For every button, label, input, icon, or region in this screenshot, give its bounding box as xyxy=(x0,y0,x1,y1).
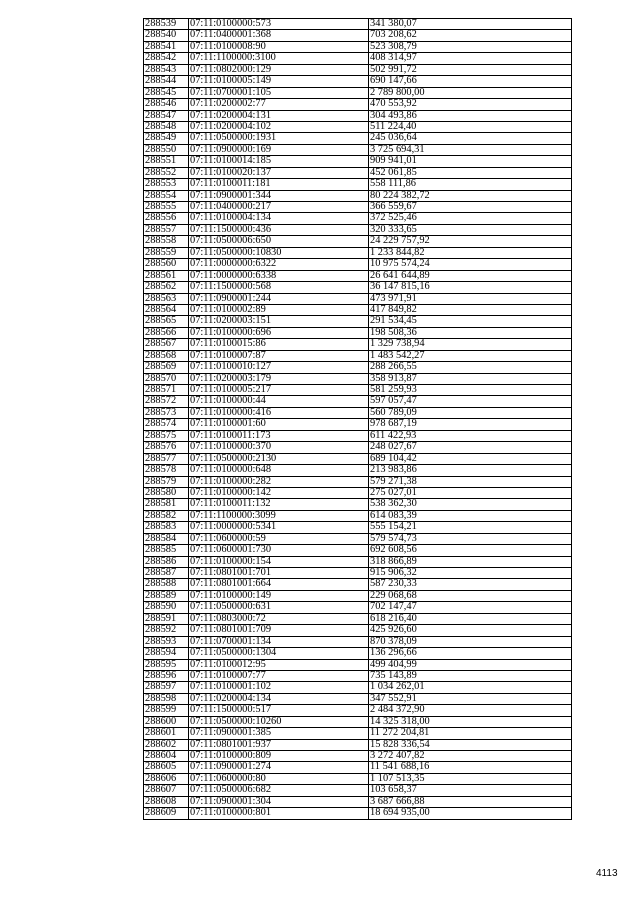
cadastral-number-cell: 07:11:0900001:385 xyxy=(189,728,369,739)
value-cell: 229 068,68 xyxy=(369,590,572,601)
table-row xyxy=(144,362,572,373)
cadastral-number-cell: 07:11:0100000:416 xyxy=(189,407,369,418)
table-row xyxy=(144,465,572,476)
value-cell: 703 208,62 xyxy=(369,30,572,41)
value-cell: 870 378,09 xyxy=(369,636,572,647)
value-cell: 320 333,65 xyxy=(369,224,572,235)
row-id-cell: 288581 xyxy=(144,499,189,510)
table-row xyxy=(144,556,572,567)
row-id-cell: 288543 xyxy=(144,64,189,75)
value-cell: 692 608,56 xyxy=(369,545,572,556)
value-cell: 248 027,67 xyxy=(369,442,572,453)
cadastral-number-cell: 07:11:0100000:573 xyxy=(189,19,369,30)
row-id-cell: 288591 xyxy=(144,613,189,624)
table-row xyxy=(144,156,572,167)
cadastral-number-cell: 07:11:0900001:344 xyxy=(189,190,369,201)
cadastral-number-cell: 07:11:0700001:105 xyxy=(189,87,369,98)
cadastral-number-cell: 07:11:0100011:132 xyxy=(189,499,369,510)
cadastral-number-cell: 07:11:0100008:90 xyxy=(189,41,369,52)
row-id-cell: 288553 xyxy=(144,179,189,190)
table-row xyxy=(144,705,572,716)
table-row xyxy=(144,167,572,178)
cadastral-number-cell: 07:11:0100000:696 xyxy=(189,327,369,338)
cadastral-number-cell: 07:11:1100000:3099 xyxy=(189,510,369,521)
cadastral-number-cell: 07:11:0500000:2130 xyxy=(189,453,369,464)
row-id-cell: 288548 xyxy=(144,121,189,132)
table-row xyxy=(144,236,572,247)
value-cell: 597 057,47 xyxy=(369,396,572,407)
row-id-cell: 288575 xyxy=(144,430,189,441)
row-id-cell: 288584 xyxy=(144,533,189,544)
cadastral-number-cell: 07:11:0100011:173 xyxy=(189,430,369,441)
cadastral-number-cell: 07:11:1100000:3100 xyxy=(189,53,369,64)
row-id-cell: 288546 xyxy=(144,99,189,110)
row-id-cell: 288565 xyxy=(144,316,189,327)
row-id-cell: 288577 xyxy=(144,453,189,464)
cadastral-number-cell: 07:11:0500000:631 xyxy=(189,602,369,613)
table-row xyxy=(144,247,572,258)
value-cell: 909 941,01 xyxy=(369,156,572,167)
cadastral-value-table xyxy=(143,18,572,820)
table-row xyxy=(144,339,572,350)
table-row xyxy=(144,796,572,807)
row-id-cell: 288571 xyxy=(144,385,189,396)
cadastral-number-cell: 07:11:0200004:131 xyxy=(189,110,369,121)
table-row xyxy=(144,419,572,430)
row-id-cell: 288567 xyxy=(144,339,189,350)
table-row xyxy=(144,682,572,693)
row-id-cell: 288607 xyxy=(144,785,189,796)
table-row xyxy=(144,648,572,659)
cadastral-number-cell: 07:11:0700001:134 xyxy=(189,636,369,647)
table-row xyxy=(144,739,572,750)
cadastral-number-cell: 07:11:0500000:1931 xyxy=(189,133,369,144)
row-id-cell: 288551 xyxy=(144,156,189,167)
value-cell: 735 143,89 xyxy=(369,670,572,681)
cadastral-number-cell: 07:11:0100000:149 xyxy=(189,590,369,601)
cadastral-number-cell: 07:11:0100010:127 xyxy=(189,362,369,373)
table-row xyxy=(144,190,572,201)
table-row xyxy=(144,487,572,498)
cadastral-number-cell: 07:11:0200003:179 xyxy=(189,373,369,384)
table-row xyxy=(144,659,572,670)
value-cell: 11 541 688,16 xyxy=(369,762,572,773)
value-cell: 80 224 382,72 xyxy=(369,190,572,201)
cadastral-number-cell: 07:11:0100000:370 xyxy=(189,442,369,453)
row-id-cell: 288600 xyxy=(144,716,189,727)
table-row xyxy=(144,30,572,41)
cadastral-number-cell: 07:11:0100000:648 xyxy=(189,465,369,476)
cadastral-number-cell: 07:11:0100000:44 xyxy=(189,396,369,407)
value-cell: 538 362,30 xyxy=(369,499,572,510)
value-cell: 611 422,93 xyxy=(369,430,572,441)
value-cell: 470 553,92 xyxy=(369,99,572,110)
row-id-cell: 288544 xyxy=(144,76,189,87)
row-id-cell: 288556 xyxy=(144,213,189,224)
table-row xyxy=(144,579,572,590)
row-id-cell: 288570 xyxy=(144,373,189,384)
cadastral-number-cell: 07:11:0100000:809 xyxy=(189,751,369,762)
row-id-cell: 288585 xyxy=(144,545,189,556)
cadastral-number-cell: 07:11:0900001:274 xyxy=(189,762,369,773)
cadastral-number-cell: 07:11:0100000:142 xyxy=(189,487,369,498)
cadastral-number-cell: 07:11:0000000:6322 xyxy=(189,259,369,270)
table-row xyxy=(144,213,572,224)
value-cell: 347 552,91 xyxy=(369,693,572,704)
table-row xyxy=(144,110,572,121)
table-row xyxy=(144,76,572,87)
table-row xyxy=(144,133,572,144)
row-id-cell: 288554 xyxy=(144,190,189,201)
table-row xyxy=(144,545,572,556)
cadastral-number-cell: 07:11:0801001:701 xyxy=(189,568,369,579)
value-cell: 1 233 844,82 xyxy=(369,247,572,258)
cadastral-number-cell: 07:11:0400001:368 xyxy=(189,30,369,41)
value-cell: 1 483 542,27 xyxy=(369,350,572,361)
row-id-cell: 288578 xyxy=(144,465,189,476)
row-id-cell: 288604 xyxy=(144,751,189,762)
table-row xyxy=(144,785,572,796)
row-id-cell: 288555 xyxy=(144,202,189,213)
cadastral-number-cell: 07:11:0100014:185 xyxy=(189,156,369,167)
table-row xyxy=(144,716,572,727)
cadastral-number-cell: 07:11:0900001:244 xyxy=(189,293,369,304)
row-id-cell: 288594 xyxy=(144,648,189,659)
cadastral-number-cell: 07:11:0200003:151 xyxy=(189,316,369,327)
table-row xyxy=(144,202,572,213)
table-row xyxy=(144,728,572,739)
value-cell: 304 493,86 xyxy=(369,110,572,121)
value-cell: 702 147,47 xyxy=(369,602,572,613)
value-cell: 2 789 800,00 xyxy=(369,87,572,98)
value-cell: 425 926,60 xyxy=(369,625,572,636)
cadastral-number-cell: 07:11:0801001:664 xyxy=(189,579,369,590)
cadastral-number-cell: 07:11:0100001:102 xyxy=(189,682,369,693)
table-row xyxy=(144,327,572,338)
value-cell: 372 525,46 xyxy=(369,213,572,224)
cadastral-number-cell: 07:11:0100007:87 xyxy=(189,350,369,361)
cadastral-number-cell: 07:11:0801001:937 xyxy=(189,739,369,750)
value-cell: 213 983,86 xyxy=(369,465,572,476)
row-id-cell: 288593 xyxy=(144,636,189,647)
cadastral-number-cell: 07:11:0803000:72 xyxy=(189,613,369,624)
row-id-cell: 288609 xyxy=(144,808,189,819)
table-row xyxy=(144,693,572,704)
table-row xyxy=(144,259,572,270)
value-cell: 618 216,40 xyxy=(369,613,572,624)
cadastral-number-cell: 07:11:0500000:1304 xyxy=(189,648,369,659)
row-id-cell: 288540 xyxy=(144,30,189,41)
table-row xyxy=(144,568,572,579)
cadastral-number-cell: 07:11:0600000:59 xyxy=(189,533,369,544)
table-row xyxy=(144,636,572,647)
cadastral-number-cell: 07:11:0000000:6338 xyxy=(189,270,369,281)
cadastral-number-cell: 07:11:1500000:568 xyxy=(189,282,369,293)
table-row xyxy=(144,522,572,533)
value-cell: 1 329 738,94 xyxy=(369,339,572,350)
value-cell: 558 111,86 xyxy=(369,179,572,190)
table-row xyxy=(144,442,572,453)
row-id-cell: 288566 xyxy=(144,327,189,338)
cadastral-number-cell: 07:11:0100000:154 xyxy=(189,556,369,567)
value-cell: 690 147,66 xyxy=(369,76,572,87)
value-cell: 198 508,36 xyxy=(369,327,572,338)
value-cell: 452 061,85 xyxy=(369,167,572,178)
cadastral-number-cell: 07:11:0100007:77 xyxy=(189,670,369,681)
table-row xyxy=(144,625,572,636)
table-row xyxy=(144,270,572,281)
value-cell: 689 104,42 xyxy=(369,453,572,464)
table-row xyxy=(144,808,572,819)
cadastral-number-cell: 07:11:0600001:730 xyxy=(189,545,369,556)
value-cell: 523 308,79 xyxy=(369,41,572,52)
row-id-cell: 288569 xyxy=(144,362,189,373)
value-cell: 3 272 407,82 xyxy=(369,751,572,762)
cadastral-number-cell: 07:11:0801001:709 xyxy=(189,625,369,636)
table-row xyxy=(144,224,572,235)
row-id-cell: 288558 xyxy=(144,236,189,247)
cadastral-number-cell: 07:11:0600000:80 xyxy=(189,773,369,784)
cadastral-number-cell: 07:11:0100004:134 xyxy=(189,213,369,224)
table-row xyxy=(144,282,572,293)
cadastral-number-cell: 07:11:0100012:95 xyxy=(189,659,369,670)
row-id-cell: 288564 xyxy=(144,304,189,315)
cadastral-number-cell: 07:11:0500006:682 xyxy=(189,785,369,796)
cadastral-number-cell: 07:11:1500000:517 xyxy=(189,705,369,716)
value-cell: 318 866,89 xyxy=(369,556,572,567)
row-id-cell: 288599 xyxy=(144,705,189,716)
value-cell: 26 641 644,89 xyxy=(369,270,572,281)
cadastral-number-cell: 07:11:0802000:129 xyxy=(189,64,369,75)
table-row xyxy=(144,533,572,544)
value-cell: 24 229 757,92 xyxy=(369,236,572,247)
row-id-cell: 288597 xyxy=(144,682,189,693)
cadastral-number-cell: 07:11:0000000:5341 xyxy=(189,522,369,533)
table-row xyxy=(144,99,572,110)
value-cell: 15 828 336,54 xyxy=(369,739,572,750)
row-id-cell: 288572 xyxy=(144,396,189,407)
value-cell: 291 534,45 xyxy=(369,316,572,327)
cadastral-number-cell: 07:11:0900000:169 xyxy=(189,144,369,155)
value-cell: 11 272 204,81 xyxy=(369,728,572,739)
row-id-cell: 288541 xyxy=(144,41,189,52)
cadastral-number-cell: 07:11:0200004:102 xyxy=(189,121,369,132)
row-id-cell: 288568 xyxy=(144,350,189,361)
cadastral-number-cell: 07:11:0900001:304 xyxy=(189,796,369,807)
value-cell: 341 380,07 xyxy=(369,19,572,30)
cadastral-number-cell: 07:11:0100001:60 xyxy=(189,419,369,430)
table-row xyxy=(144,385,572,396)
value-cell: 915 906,32 xyxy=(369,568,572,579)
table-row xyxy=(144,751,572,762)
table-row xyxy=(144,602,572,613)
value-cell: 417 849,82 xyxy=(369,304,572,315)
table-row xyxy=(144,613,572,624)
value-cell: 366 559,67 xyxy=(369,202,572,213)
value-cell: 579 574,73 xyxy=(369,533,572,544)
row-id-cell: 288560 xyxy=(144,259,189,270)
value-cell: 581 259,93 xyxy=(369,385,572,396)
table-row xyxy=(144,19,572,30)
cadastral-number-cell: 07:11:0100000:801 xyxy=(189,808,369,819)
table-row xyxy=(144,396,572,407)
row-id-cell: 288598 xyxy=(144,693,189,704)
table-row xyxy=(144,407,572,418)
value-cell: 560 789,09 xyxy=(369,407,572,418)
row-id-cell: 288542 xyxy=(144,53,189,64)
value-cell: 136 296,66 xyxy=(369,648,572,659)
row-id-cell: 288605 xyxy=(144,762,189,773)
page-number: 4113 xyxy=(596,868,618,879)
row-id-cell: 288588 xyxy=(144,579,189,590)
value-cell: 473 971,91 xyxy=(369,293,572,304)
row-id-cell: 288582 xyxy=(144,510,189,521)
table-row xyxy=(144,293,572,304)
table-row xyxy=(144,499,572,510)
cadastral-number-cell: 07:11:0500006:650 xyxy=(189,236,369,247)
row-id-cell: 288608 xyxy=(144,796,189,807)
table-row xyxy=(144,762,572,773)
value-cell: 555 154,21 xyxy=(369,522,572,533)
value-cell: 1 107 513,35 xyxy=(369,773,572,784)
table-row xyxy=(144,476,572,487)
row-id-cell: 288539 xyxy=(144,19,189,30)
table-row xyxy=(144,430,572,441)
row-id-cell: 288589 xyxy=(144,590,189,601)
cadastral-number-cell: 07:11:0200002:77 xyxy=(189,99,369,110)
row-id-cell: 288573 xyxy=(144,407,189,418)
row-id-cell: 288561 xyxy=(144,270,189,281)
cadastral-number-cell: 07:11:0100015:86 xyxy=(189,339,369,350)
value-cell: 579 271,38 xyxy=(369,476,572,487)
value-cell: 245 036,64 xyxy=(369,133,572,144)
table-row xyxy=(144,350,572,361)
table-row xyxy=(144,670,572,681)
value-cell: 2 484 372,90 xyxy=(369,705,572,716)
row-id-cell: 288552 xyxy=(144,167,189,178)
row-id-cell: 288550 xyxy=(144,144,189,155)
table-row xyxy=(144,316,572,327)
row-id-cell: 288590 xyxy=(144,602,189,613)
value-cell: 587 230,33 xyxy=(369,579,572,590)
cadastral-number-cell: 07:11:0100020:137 xyxy=(189,167,369,178)
cadastral-number-cell: 07:11:0100000:282 xyxy=(189,476,369,487)
value-cell: 502 991,72 xyxy=(369,64,572,75)
table-row xyxy=(144,64,572,75)
value-cell: 10 975 574,24 xyxy=(369,259,572,270)
value-cell: 275 027,01 xyxy=(369,487,572,498)
table-row xyxy=(144,41,572,52)
table-row xyxy=(144,510,572,521)
cadastral-number-cell: 07:11:0200004:134 xyxy=(189,693,369,704)
row-id-cell: 288601 xyxy=(144,728,189,739)
table-row xyxy=(144,453,572,464)
table-row xyxy=(144,373,572,384)
value-cell: 1 034 262,01 xyxy=(369,682,572,693)
row-id-cell: 288602 xyxy=(144,739,189,750)
table-row xyxy=(144,179,572,190)
table-row xyxy=(144,87,572,98)
row-id-cell: 288580 xyxy=(144,487,189,498)
cadastral-number-cell: 07:11:0500000:10260 xyxy=(189,716,369,727)
row-id-cell: 288576 xyxy=(144,442,189,453)
row-id-cell: 288586 xyxy=(144,556,189,567)
row-id-cell: 288574 xyxy=(144,419,189,430)
row-id-cell: 288557 xyxy=(144,224,189,235)
value-cell: 614 083,39 xyxy=(369,510,572,521)
value-cell: 511 224,40 xyxy=(369,121,572,132)
cadastral-number-cell: 07:11:0100011:181 xyxy=(189,179,369,190)
value-cell: 3 687 666,88 xyxy=(369,796,572,807)
cadastral-number-cell: 07:11:0500000:10830 xyxy=(189,247,369,258)
value-cell: 358 913,87 xyxy=(369,373,572,384)
row-id-cell: 288547 xyxy=(144,110,189,121)
table-row xyxy=(144,121,572,132)
row-id-cell: 288606 xyxy=(144,773,189,784)
value-cell: 14 325 318,00 xyxy=(369,716,572,727)
cadastral-number-cell: 07:11:1500000:436 xyxy=(189,224,369,235)
table-row xyxy=(144,304,572,315)
table-row xyxy=(144,773,572,784)
table-row xyxy=(144,53,572,64)
row-id-cell: 288559 xyxy=(144,247,189,258)
table-row xyxy=(144,144,572,155)
row-id-cell: 288579 xyxy=(144,476,189,487)
row-id-cell: 288563 xyxy=(144,293,189,304)
value-cell: 36 147 815,16 xyxy=(369,282,572,293)
row-id-cell: 288592 xyxy=(144,625,189,636)
cadastral-number-cell: 07:11:0100005:149 xyxy=(189,76,369,87)
value-cell: 499 404,99 xyxy=(369,659,572,670)
value-cell: 18 694 935,00 xyxy=(369,808,572,819)
cadastral-number-cell: 07:11:0100005:217 xyxy=(189,385,369,396)
row-id-cell: 288583 xyxy=(144,522,189,533)
cadastral-number-cell: 07:11:0100002:89 xyxy=(189,304,369,315)
row-id-cell: 288545 xyxy=(144,87,189,98)
value-cell: 408 314,97 xyxy=(369,53,572,64)
row-id-cell: 288562 xyxy=(144,282,189,293)
row-id-cell: 288595 xyxy=(144,659,189,670)
cadastral-number-cell: 07:11:0400000:217 xyxy=(189,202,369,213)
row-id-cell: 288596 xyxy=(144,670,189,681)
table-row xyxy=(144,590,572,601)
value-cell: 978 687,19 xyxy=(369,419,572,430)
row-id-cell: 288549 xyxy=(144,133,189,144)
value-cell: 288 266,55 xyxy=(369,362,572,373)
value-cell: 103 658,37 xyxy=(369,785,572,796)
value-cell: 3 725 694,31 xyxy=(369,144,572,155)
table-body xyxy=(144,19,572,820)
row-id-cell: 288587 xyxy=(144,568,189,579)
